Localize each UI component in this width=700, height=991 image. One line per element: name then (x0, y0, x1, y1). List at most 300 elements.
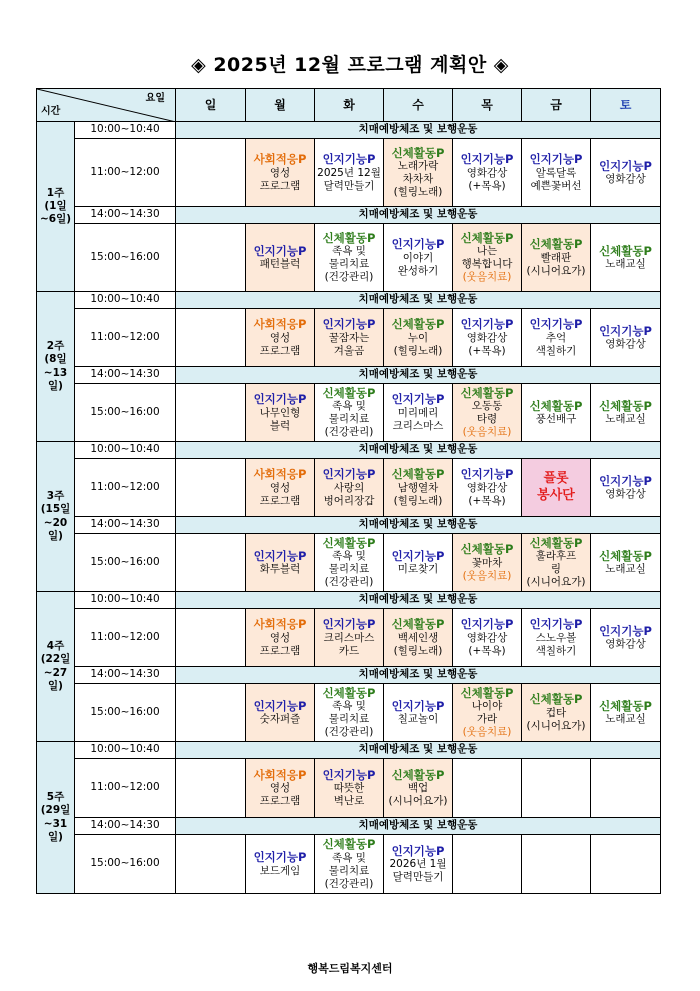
time-slot: 14:00~14:30 (75, 207, 176, 224)
program-cell (522, 139, 591, 207)
program-title-line: 나이야 (471, 700, 503, 712)
program-cell (453, 835, 522, 894)
program-category: 인지기능P (391, 548, 445, 563)
program-title-line: 누이 (407, 331, 429, 344)
exercise-band: 치매예방체조 및 보행운동 (176, 592, 661, 609)
program-title-line: 영화감상 (605, 638, 646, 651)
program-title-line: 영성 (269, 782, 291, 795)
program-title-line: 2025년 12월 (317, 166, 381, 179)
program-cell (176, 835, 246, 894)
special-event-text: 플롯 (543, 471, 569, 487)
program-category: 사회적응P (253, 617, 307, 632)
program-title-line: 물리치료 (328, 413, 370, 426)
program-category: 신체활동P (529, 692, 583, 707)
program-category: 인지기능P (322, 767, 376, 782)
program-title-line: 블럭 (269, 419, 291, 432)
week-label (37, 742, 75, 894)
program-title-line: 링 (550, 563, 562, 576)
program-category: 사회적응P (253, 467, 307, 482)
time-slot: 10:00~10:40 (75, 292, 176, 309)
program-title-line: 훌라후프 (535, 550, 577, 562)
program-cell (315, 609, 384, 667)
program-title-line: 차차차 (402, 173, 434, 186)
program-title-line: 사랑의 (333, 481, 365, 494)
program-cell (176, 384, 246, 442)
program-title-line: 영화감상 (605, 488, 646, 501)
program-title-line: 영성 (269, 481, 291, 494)
program-title-line: 영화감상 (605, 173, 646, 186)
program-cell (384, 139, 453, 207)
exercise-band: 치매예방체조 및 보행운동 (176, 517, 661, 534)
program-category: 인지기능P (391, 698, 445, 713)
program-category: 사회적응P (253, 767, 307, 782)
program-category: 인지기능P (529, 152, 583, 167)
program-category: 인지기능P (322, 152, 376, 167)
program-category: 인지기능P (253, 850, 307, 865)
program-title-line: 프로그램 (259, 644, 301, 657)
program-category: 신체활동P (391, 617, 445, 632)
exercise-band: 치매예방체조 및 보행운동 (176, 292, 661, 309)
program-cell (176, 459, 246, 517)
program-title-line: (건강관리) (324, 426, 374, 439)
week-label (37, 122, 75, 292)
program-title-line: 겨울곰 (333, 344, 365, 357)
program-title-line: 알록달록 (535, 166, 577, 179)
program-cell (591, 835, 661, 894)
program-category: 인지기능P (599, 473, 652, 488)
program-cell (453, 309, 522, 367)
program-title-line: 미리메리 (397, 406, 439, 419)
program-cell (453, 459, 522, 517)
program-cell (384, 534, 453, 592)
program-row (37, 835, 661, 894)
program-category: 신체활동P (599, 398, 652, 413)
program-title-line: 풍선배구 (535, 413, 577, 426)
time-slot: 11:00~12:00 (75, 139, 176, 207)
program-title-line: (시니어요가) (526, 576, 586, 589)
program-cell (453, 609, 522, 667)
program-title-line: 영화감상 (466, 331, 508, 344)
day-header-wednesday: 수 (384, 89, 453, 122)
program-category: 신체활동P (391, 317, 445, 332)
program-cell (384, 309, 453, 367)
time-slot: 10:00~10:40 (75, 742, 176, 759)
program-category: 인지기능P (322, 467, 376, 482)
exercise-row (37, 742, 661, 759)
week-label-line: 4주 (46, 640, 65, 653)
program-category: 인지기능P (599, 158, 652, 173)
program-cell (176, 139, 246, 207)
exercise-band: 치매예방체조 및 보행운동 (176, 122, 661, 139)
program-cell (591, 684, 661, 742)
program-title-line: 숫자퍼즐 (259, 713, 301, 726)
program-title-line: 노래교실 (605, 413, 646, 426)
program-category: 신체활동P (322, 837, 376, 852)
program-cell (522, 835, 591, 894)
program-title-line: 꽃마차 (471, 556, 503, 569)
program-title-line: 스노우볼 (535, 631, 577, 644)
program-cell (246, 759, 315, 818)
program-cell (453, 684, 522, 742)
corner-header (37, 89, 176, 122)
program-title-line: (건강관리) (324, 576, 374, 589)
program-title-line: 영화감상 (466, 166, 508, 179)
program-cell (315, 224, 384, 292)
program-cell (522, 309, 591, 367)
program-title-line: (힐링노래) (393, 344, 443, 357)
program-title-line: 프로그램 (259, 795, 301, 808)
program-cell (384, 459, 453, 517)
program-cell (246, 609, 315, 667)
program-cell (522, 759, 591, 818)
day-header-sunday: 일 (176, 89, 246, 122)
program-title-line: (+목욕) (468, 179, 506, 192)
program-cell (384, 835, 453, 894)
corner-day-label: 요일 (145, 93, 165, 104)
program-category: 신체활동P (460, 542, 514, 557)
exercise-band: 치매예방체조 및 보행운동 (176, 367, 661, 384)
program-cell (315, 459, 384, 517)
program-title-line: 따뜻한 (333, 782, 365, 795)
program-cell (246, 459, 315, 517)
program-title-line: 족욕 및 (332, 400, 366, 412)
program-cell (246, 224, 315, 292)
program-category: 신체활동P (529, 398, 583, 413)
laughter-therapy-note: (웃음치료) (462, 569, 512, 582)
program-title-line: 나는 (476, 245, 498, 257)
program-row (37, 759, 661, 818)
exercise-row (37, 667, 661, 684)
week-label-line: (15일 (40, 503, 71, 516)
program-cell (246, 534, 315, 592)
program-title-line: 물리치료 (328, 864, 370, 877)
program-category: 인지기능P (529, 317, 583, 332)
program-category: 인지기능P (599, 623, 652, 638)
program-cell (315, 384, 384, 442)
program-cell (315, 309, 384, 367)
program-title-line: (힐링노래) (393, 186, 443, 199)
program-cell (176, 684, 246, 742)
program-category: 신체활동P (391, 467, 445, 482)
program-title-line: (+목욕) (468, 344, 506, 357)
program-title-line: 행복합니다 (461, 258, 513, 271)
program-category: 인지기능P (253, 243, 307, 258)
program-category: 인지기능P (253, 392, 307, 407)
program-cell (453, 139, 522, 207)
program-cell (522, 684, 591, 742)
program-category: 신체활동P (391, 767, 445, 782)
time-slot: 11:00~12:00 (75, 459, 176, 517)
program-cell (246, 684, 315, 742)
program-title-line: 예쁜꽃버선 (530, 179, 582, 192)
exercise-band: 치매예방체조 및 보행운동 (176, 667, 661, 684)
program-row (37, 459, 661, 517)
program-category: 인지기능P (460, 152, 514, 167)
program-title-line: 달력만들기 (323, 179, 375, 192)
time-slot: 14:00~14:30 (75, 667, 176, 684)
laughter-therapy-note: (웃음치료) (462, 426, 512, 439)
exercise-row (37, 517, 661, 534)
program-title-line: (+목욕) (468, 644, 506, 657)
exercise-row (37, 292, 661, 309)
program-title-line: 물리치료 (328, 563, 370, 576)
program-cell (522, 384, 591, 442)
program-title-line: 꿀잠자는 (328, 331, 370, 344)
program-category: 인지기능P (253, 548, 307, 563)
program-cell (522, 224, 591, 292)
program-cell (176, 224, 246, 292)
program-title-line: (시니어요가) (526, 264, 586, 277)
program-cell (246, 139, 315, 207)
program-title-line: 빨래판 (540, 251, 572, 264)
program-title-line: 프로그램 (259, 344, 301, 357)
program-category: 인지기능P (391, 237, 445, 252)
program-cell (246, 309, 315, 367)
program-title-line: 패턴블럭 (259, 258, 301, 271)
program-cell (522, 609, 591, 667)
program-title-line: 가라 (476, 713, 498, 726)
time-slot: 11:00~12:00 (75, 609, 176, 667)
program-title-line: 컵타 (545, 706, 567, 719)
program-category: 신체활동P (529, 237, 583, 252)
program-category: 신체활동P (322, 535, 376, 550)
time-slot: 14:00~14:30 (75, 367, 176, 384)
program-cell (591, 534, 661, 592)
day-header-tuesday: 화 (315, 89, 384, 122)
program-title-line: 색칠하기 (535, 644, 577, 657)
program-category: 인지기능P (391, 843, 445, 858)
week-label-line: ~31일) (43, 817, 68, 843)
week-label (37, 292, 75, 442)
program-cell (384, 384, 453, 442)
program-title-line: 영성 (269, 631, 291, 644)
program-title-line: 타령 (476, 413, 498, 426)
program-title-line: 추억 (545, 331, 567, 344)
time-slot: 15:00~16:00 (75, 684, 176, 742)
program-cell (176, 609, 246, 667)
week-label-line: 2주 (46, 340, 65, 353)
program-category: 신체활동P (599, 243, 652, 258)
week-label-line: (22일 (40, 653, 71, 666)
program-row (37, 309, 661, 367)
program-category: 인지기능P (253, 698, 307, 713)
program-category: 신체활동P (599, 698, 652, 713)
program-cell (384, 224, 453, 292)
page-title: ◈ 2025년 12월 프로그램 계획안 ◈ (191, 54, 509, 76)
day-header-thursday: 목 (453, 89, 522, 122)
program-title-line: 남행열차 (397, 481, 439, 494)
program-cell (453, 534, 522, 592)
program-title-line: 완성하기 (397, 264, 439, 277)
schedule-table (36, 88, 661, 894)
footer-org-name: 행복드림복지센터 (307, 962, 393, 975)
program-category: 신체활동P (322, 230, 376, 245)
program-row (37, 534, 661, 592)
program-cell (384, 759, 453, 818)
exercise-row (37, 122, 661, 139)
program-title-line: 보드게임 (259, 864, 301, 877)
program-title-line: 프로그램 (259, 494, 301, 507)
week-label (37, 442, 75, 592)
time-slot: 10:00~10:40 (75, 122, 176, 139)
program-category: 인지기능P (391, 392, 445, 407)
program-category: 신체활동P (599, 548, 652, 563)
program-title-line: 색칠하기 (535, 344, 577, 357)
program-title-line: (시니어요가) (388, 795, 448, 808)
program-title-line: 물리치료 (328, 258, 370, 271)
program-cell (246, 384, 315, 442)
program-cell (176, 534, 246, 592)
program-cell (591, 309, 661, 367)
program-cell (591, 384, 661, 442)
week-label-line: ~13일) (43, 366, 68, 392)
week-label-line: 3주 (46, 490, 65, 503)
exercise-row (37, 818, 661, 835)
time-slot: 10:00~10:40 (75, 442, 176, 459)
exercise-row (37, 367, 661, 384)
program-title-line: 벽난로 (333, 795, 365, 808)
program-category: 인지기능P (460, 617, 514, 632)
program-cell (176, 309, 246, 367)
program-title-line: 달력만들기 (392, 871, 444, 884)
program-title-line: 벙어리장갑 (323, 494, 375, 507)
program-title-line: 노래교실 (605, 258, 646, 271)
week-label (37, 592, 75, 742)
program-title-line: 카드 (338, 644, 360, 657)
program-title-line: (건강관리) (324, 271, 374, 284)
program-category: 사회적응P (253, 317, 307, 332)
week-label-line: ~27일) (43, 666, 68, 692)
day-header-saturday: 토 (591, 89, 661, 122)
program-title-line: 족욕 및 (332, 245, 366, 257)
week-label-line: 5주 (46, 791, 65, 804)
week-label-line: (8일 (44, 353, 67, 366)
program-title-line: 칠교놀이 (397, 713, 439, 726)
program-cell (315, 759, 384, 818)
time-slot: 15:00~16:00 (75, 835, 176, 894)
week-label-line: (29일 (40, 804, 71, 817)
program-category: 인지기능P (460, 317, 514, 332)
program-category: 인지기능P (529, 617, 583, 632)
program-title-line: 족욕 및 (332, 851, 366, 864)
program-cell (315, 835, 384, 894)
program-title-line: 물리치료 (328, 713, 370, 726)
exercise-row (37, 442, 661, 459)
program-cell (246, 835, 315, 894)
time-slot: 11:00~12:00 (75, 309, 176, 367)
exercise-band: 치매예방체조 및 보행운동 (176, 207, 661, 224)
program-title-line: 프로그램 (259, 179, 301, 192)
program-title-line: (시니어요가) (526, 719, 586, 732)
special-event-text: 봉사단 (537, 487, 575, 503)
program-cell (453, 384, 522, 442)
program-cell (315, 684, 384, 742)
program-cell (453, 224, 522, 292)
program-title-line: 이야기 (402, 251, 434, 264)
program-category: 신체활동P (322, 685, 376, 700)
laughter-therapy-note: (웃음치료) (462, 271, 512, 284)
program-title-line: 백세인생 (397, 631, 439, 644)
program-title-line: (+목욕) (468, 494, 506, 507)
program-title-line: (건강관리) (324, 726, 374, 739)
time-slot: 14:00~14:30 (75, 818, 176, 835)
program-title-line: 2026년 1월 (389, 858, 447, 871)
program-category: 신체활동P (529, 535, 583, 550)
program-title-line: 오동동 (471, 400, 503, 412)
program-cell (384, 684, 453, 742)
program-title-line: 노래교실 (605, 563, 646, 576)
program-cell (591, 759, 661, 818)
program-cell (453, 759, 522, 818)
program-title-line: 영성 (269, 166, 291, 179)
week-label-line: ~6일) (39, 213, 72, 226)
program-title-line: 백업 (407, 782, 429, 795)
program-title-line: 족욕 및 (332, 700, 366, 712)
exercise-row (37, 592, 661, 609)
program-title-line: 영성 (269, 331, 291, 344)
program-row (37, 139, 661, 207)
program-row (37, 684, 661, 742)
program-category: 신체활동P (391, 145, 445, 160)
program-cell (522, 459, 591, 517)
program-row (37, 224, 661, 292)
time-slot: 14:00~14:30 (75, 517, 176, 534)
time-slot: 15:00~16:00 (75, 224, 176, 292)
program-title-line: 크리스마스 (392, 419, 444, 432)
program-cell (591, 224, 661, 292)
program-category: 인지기능P (322, 617, 376, 632)
program-title-line: 영화감상 (466, 481, 508, 494)
week-label-line: (1일 (44, 199, 67, 212)
program-cell (315, 139, 384, 207)
program-title-line: (힐링노래) (393, 494, 443, 507)
program-category: 사회적응P (253, 152, 307, 167)
day-header-monday: 월 (246, 89, 315, 122)
program-cell (591, 609, 661, 667)
program-title-line: 크리스마스 (323, 631, 375, 644)
program-title-line: 영화감상 (466, 631, 508, 644)
program-title-line: (힐링노래) (393, 644, 443, 657)
exercise-band: 치매예방체조 및 보행운동 (176, 742, 661, 759)
program-cell (522, 534, 591, 592)
program-cell (591, 139, 661, 207)
program-row (37, 609, 661, 667)
program-title-line: 나무인형 (259, 406, 301, 419)
time-slot: 15:00~16:00 (75, 534, 176, 592)
time-slot: 10:00~10:40 (75, 592, 176, 609)
laughter-therapy-note: (웃음치료) (462, 726, 512, 739)
time-slot: 15:00~16:00 (75, 384, 176, 442)
program-cell (384, 609, 453, 667)
day-header-friday: 금 (522, 89, 591, 122)
program-category: 신체활동P (460, 385, 514, 400)
program-category: 인지기능P (322, 317, 376, 332)
week-label-line: 1주 (46, 186, 65, 199)
program-title-line: 영화감상 (605, 338, 646, 351)
week-label-line: ~20일) (43, 516, 68, 542)
program-title-line: 족욕 및 (332, 550, 366, 562)
program-category: 신체활동P (460, 230, 514, 245)
program-category: 신체활동P (460, 685, 514, 700)
program-category: 인지기능P (460, 467, 514, 482)
exercise-row (37, 207, 661, 224)
program-cell (176, 759, 246, 818)
program-title-line: 노래교실 (605, 713, 646, 726)
exercise-band: 치매예방체조 및 보행운동 (176, 818, 661, 835)
program-category: 인지기능P (599, 323, 652, 338)
program-title-line: 노래가락 (397, 160, 439, 172)
program-title-line: 화투블럭 (259, 563, 301, 576)
